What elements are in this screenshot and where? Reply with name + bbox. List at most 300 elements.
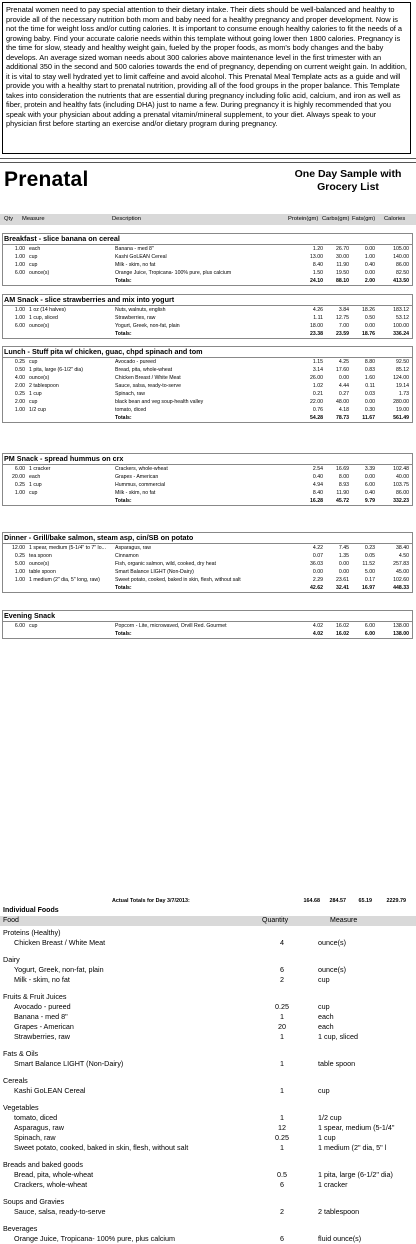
row-description: Fish, organic salmon, wild, cooked, dry heat [115, 561, 216, 567]
totals-row [3, 330, 412, 338]
row-qty: 1.00 [14, 577, 25, 583]
food-name: Banana - med 8" [14, 1012, 68, 1021]
food-measure: each [318, 1022, 334, 1031]
food-measure: 1 spear, medium (5-1/4" [318, 1123, 395, 1132]
row-measure: 1 cup [29, 482, 42, 488]
row-measure: cup [29, 623, 38, 629]
row-qty: 0.25 [14, 359, 25, 365]
row-qty: 1.00 [14, 246, 25, 252]
individual-food-row [0, 975, 416, 985]
page-title: Prenatal [4, 168, 89, 191]
food-row [3, 261, 412, 269]
totals-label: Totals: [115, 631, 132, 637]
row-fats: 0.00 [364, 399, 375, 405]
food-measure: 1 cup, sliced [318, 1032, 358, 1041]
row-measure: tea spoon [29, 553, 52, 559]
row-fats: 3.39 [364, 466, 375, 472]
food-row [3, 560, 412, 568]
row-fats: 0.00 [364, 270, 375, 276]
food-name: tomato, diced [14, 1113, 58, 1122]
row-qty: 6.00 [14, 270, 25, 276]
food-measure: table spoon [318, 1059, 356, 1068]
totals-row [3, 277, 412, 285]
row-measure: cup [29, 399, 38, 405]
row-carbs: 0.00 [338, 569, 349, 575]
row-protein: 3.14 [312, 367, 323, 373]
row-measure: 1 oz (14 halves) [29, 307, 66, 313]
row-description: Grapes - American [115, 474, 159, 480]
food-row [3, 390, 412, 398]
row-carbs: 30.00 [336, 254, 349, 260]
row-carbs: 4.18 [338, 407, 349, 413]
row-measure: ounce(s) [29, 323, 50, 329]
row-fats: 0.40 [364, 490, 375, 496]
totals-value: 18.76 [362, 331, 375, 337]
row-carbs: 4.44 [338, 383, 349, 389]
food-row [3, 366, 412, 374]
totals-value: 23.38 [310, 331, 323, 337]
food-name: Bread, pita, whole-wheat [14, 1170, 94, 1179]
food-name: Smart Balance LIGHT (Non-Dairy) [14, 1059, 124, 1068]
row-carbs: 4.25 [338, 359, 349, 365]
food-quantity: 0.25 [275, 1133, 289, 1142]
food-quantity: 6 [280, 1234, 284, 1243]
row-carbs: 17.60 [336, 367, 349, 373]
totals-value: 78.73 [336, 415, 349, 421]
food-name: Yogurt, Greek, non-fat, plain [14, 965, 104, 974]
individual-food-row [0, 965, 416, 975]
col-fats: Fats(gm) [352, 216, 376, 222]
category-heading: Soups and Gravies [3, 1197, 65, 1206]
row-carbs: 16.69 [336, 466, 349, 472]
row-description: tomato, diced [115, 407, 147, 413]
row-measure: table spoon [29, 569, 56, 575]
row-measure: cup [29, 254, 38, 260]
row-carbs: 0.00 [338, 375, 349, 381]
row-calories: 102.48 [393, 466, 409, 472]
food-name: Milk - skim, no fat [14, 975, 70, 984]
row-calories: 103.75 [393, 482, 409, 488]
totals-value: 9.79 [364, 498, 375, 504]
actual-carbs: 284.57 [329, 898, 346, 904]
row-protein: 0.21 [312, 391, 323, 397]
row-fats: 0.40 [364, 262, 375, 268]
row-fats: 6.00 [364, 623, 375, 629]
row-calories: 183.12 [393, 307, 409, 313]
row-carbs: 7.45 [338, 545, 349, 551]
row-calories: 40.00 [396, 474, 409, 480]
category-heading: Proteins (Healthy) [3, 928, 61, 937]
food-quantity: 0.25 [275, 1002, 289, 1011]
food-name: Sweet potato, cooked, baked in skin, flesh, without salt [14, 1143, 189, 1152]
meal-section [2, 453, 413, 506]
totals-label: Totals: [115, 331, 132, 337]
row-measure: 1 medium (2" dia, 5" long, raw) [29, 577, 100, 583]
row-carbs: 0.00 [338, 561, 349, 567]
totals-value: 32.41 [336, 585, 349, 591]
row-description: Chicken Breast / White Meat [115, 375, 181, 381]
row-protein: 18.00 [310, 323, 323, 329]
individual-food-row [0, 1234, 416, 1244]
ind-col-quantity: Quantity [262, 917, 289, 924]
row-fats: 0.23 [364, 545, 375, 551]
individual-food-row [0, 1207, 416, 1217]
row-calories: 86.00 [396, 262, 409, 268]
row-fats: 0.50 [364, 315, 375, 321]
food-quantity: 2 [280, 1207, 284, 1216]
meal-section [2, 532, 413, 593]
row-qty: 2.00 [14, 383, 25, 389]
row-description: Cinnamon [115, 553, 139, 559]
intro-text: Prenatal women need to pay special attention to their dietary intake. Their diets should be well-balanced and healthy to provide all of the necessary nutrition both mom and baby need for a healthy pregnancy and proper development. Now is not the time for weight loss and/or cutting calories. It is important to consume enough healthy calories to fit the needs of a growing baby. Find your accurate calorie needs within this template without going lower then 1800 calories. Pregnancy is the time for slow, steady and healthy weight gain, fueled by the proper foods, as mom's body changes and the baby develops. An average sized woman needs about 300 calories above maintenance level in the first trimester with an additional 350 in the second and 500 calories towards the end of pregnancy, depending on current weight gain. In addition, it is vital to stay well hydrated yet to limit caffeine and avoid alcohol. This Prenatal Meal Template acts as a guide and will provide you with a healthy start to prenatal nutrition, providing all of the food groups in the proper balance. This Template takes into consideration the nutrients that are essential during pregnancy including folic acid, calcium, and iron as well as fiber, protein and healthy fats (including DHA) just to name a few. During pregnancy it is highly recommended that you speak with your physician about adding a prenatal vitamin/mineral supplement, to your diet. Always speak to your physician first before starting an exercise and/or dietary program during pregnancy. [2, 2, 411, 154]
individual-food-row [0, 1133, 416, 1143]
row-fats: 0.05 [364, 553, 375, 559]
row-measure: cup [29, 359, 38, 365]
totals-value: 45.72 [336, 498, 349, 504]
row-description: Sweet potato, cooked, baked in skin, flesh, without salt [115, 577, 241, 583]
totals-label: Totals: [115, 498, 132, 504]
row-fats: 11.52 [362, 561, 375, 567]
row-fats: 0.00 [364, 474, 375, 480]
row-protein: 8.40 [312, 262, 323, 268]
row-qty: 1.00 [14, 307, 25, 313]
totals-value: 561.49 [393, 415, 409, 421]
totals-value: 54.28 [310, 415, 323, 421]
row-calories: 92.50 [396, 359, 409, 365]
row-qty: 0.50 [14, 367, 25, 373]
row-qty: 5.00 [14, 561, 25, 567]
totals-label: Totals: [115, 585, 132, 591]
food-quantity: 20 [278, 1022, 286, 1031]
row-description: Popcorn - Lite, microwaved, Orvill Red. Gourmet [115, 623, 227, 629]
individual-food-row [0, 938, 416, 948]
row-qty: 0.25 [14, 391, 25, 397]
food-measure: 2 tablespoon [318, 1207, 360, 1216]
food-row [3, 374, 412, 382]
row-protein: 22.00 [310, 399, 323, 405]
row-calories: 138.00 [393, 623, 409, 629]
actual-protein: 164.68 [303, 898, 320, 904]
row-measure: 1 cup [29, 391, 42, 397]
row-calories: 105.00 [393, 246, 409, 252]
food-name: Strawberries, raw [14, 1032, 70, 1041]
row-protein: 4.26 [312, 307, 323, 313]
category-heading: Breads and baked goods [3, 1160, 83, 1169]
category-heading: Beverages [3, 1224, 38, 1233]
col-qty: Qty [4, 216, 14, 222]
row-protein: 0.00 [312, 569, 323, 575]
row-qty: 0.25 [14, 553, 25, 559]
meal-title: Evening Snack [3, 611, 412, 622]
food-measure: each [318, 1012, 334, 1021]
row-protein: 13.00 [310, 254, 323, 260]
totals-label: Totals: [115, 278, 132, 284]
row-protein: 1.50 [312, 270, 323, 276]
actual-fats: 65.19 [358, 898, 372, 904]
row-calories: 4.50 [398, 553, 409, 559]
row-measure: ounce(s) [29, 375, 50, 381]
row-description: Sauce, salsa, ready-to-serve [115, 383, 182, 389]
food-row [3, 622, 412, 630]
row-measure: 2 tablespoon [29, 383, 59, 389]
category-heading: Cereals [3, 1076, 28, 1085]
food-row [3, 576, 412, 584]
meal-section [2, 610, 413, 639]
row-calories: 85.12 [396, 367, 409, 373]
individual-foods-title: Individual Foods [3, 907, 59, 914]
row-qty: 1.00 [14, 315, 25, 321]
totals-value: 16.97 [362, 585, 375, 591]
row-measure: each [29, 474, 41, 480]
row-description: Milk - skim, no fat [115, 490, 156, 496]
totals-row [3, 630, 412, 638]
row-calories: 53.12 [396, 315, 409, 321]
row-qty: 20.00 [12, 474, 25, 480]
row-calories: 280.00 [393, 399, 409, 405]
food-row [3, 322, 412, 330]
category-heading: Dairy [3, 955, 20, 964]
food-name: Chicken Breast / White Meat [14, 938, 106, 947]
food-quantity: 6 [280, 965, 284, 974]
row-description: Bread, pita, whole-wheat [115, 367, 173, 373]
totals-value: 413.50 [393, 278, 409, 284]
row-fats: 0.30 [364, 407, 375, 413]
row-protein: 1.11 [313, 315, 323, 321]
row-protein: 1.20 [312, 246, 323, 252]
row-qty: 1.00 [14, 569, 25, 575]
row-protein: 0.76 [312, 407, 323, 413]
totals-value: 42.62 [310, 585, 323, 591]
individual-food-row [0, 1180, 416, 1190]
row-carbs: 0.27 [338, 391, 349, 397]
row-qty: 6.00 [14, 623, 25, 629]
row-measure: cup [29, 490, 38, 496]
row-carbs: 48.00 [336, 399, 349, 405]
individual-food-row [0, 1032, 416, 1042]
row-qty: 2.00 [14, 399, 25, 405]
row-description: Spinach, raw [115, 391, 145, 397]
row-protein: 4.02 [312, 623, 323, 629]
food-row [3, 552, 412, 560]
row-fats: 0.00 [364, 323, 375, 329]
row-calories: 1.73 [398, 391, 409, 397]
individual-food-row [0, 1059, 416, 1069]
food-row [3, 481, 412, 489]
food-measure: 1 cracker [318, 1180, 348, 1189]
row-qty: 6.00 [14, 323, 25, 329]
row-fats: 1.60 [364, 375, 375, 381]
totals-value: 4.02 [312, 631, 323, 637]
food-row [3, 382, 412, 390]
individual-food-row [0, 1143, 416, 1153]
category-heading: Fruits & Fruit Juices [3, 992, 67, 1001]
food-measure: cup [318, 1086, 330, 1095]
totals-value: 11.67 [362, 415, 375, 421]
row-protein: 2.29 [312, 577, 323, 583]
meal-section [2, 233, 413, 286]
row-description: Milk - skim, no fat [115, 262, 156, 268]
row-calories: 86.00 [396, 490, 409, 496]
individual-food-row [0, 1170, 416, 1180]
totals-value: 336.24 [393, 331, 409, 337]
row-measure: 1 cup, sliced [29, 315, 58, 321]
food-quantity: 1 [280, 1012, 284, 1021]
food-row [3, 489, 412, 497]
totals-value: 448.33 [393, 585, 409, 591]
col-measure: Measure [22, 216, 45, 222]
row-fats: 0.83 [364, 367, 375, 373]
row-carbs: 7.00 [338, 323, 349, 329]
ind-col-food: Food [3, 917, 19, 924]
food-measure: 1 medium (2" dia, 5" l [318, 1143, 387, 1152]
food-measure: cup [318, 975, 330, 984]
row-fats: 6.00 [364, 482, 375, 488]
row-protein: 1.15 [312, 359, 323, 365]
actual-calories: 2229.79 [386, 898, 406, 904]
totals-row [3, 414, 412, 422]
individual-food-row [0, 1012, 416, 1022]
food-measure: ounce(s) [318, 938, 346, 947]
row-fats: 0.17 [364, 577, 375, 583]
row-fats: 1.00 [364, 254, 375, 260]
individual-header-row [0, 916, 416, 926]
divider [0, 158, 416, 159]
row-carbs: 8.93 [338, 482, 349, 488]
row-calories: 100.00 [393, 323, 409, 329]
food-name: Avocado - pureed [14, 1002, 71, 1011]
food-name: Asparagus, raw [14, 1123, 64, 1132]
food-quantity: 0.5 [277, 1170, 287, 1179]
meal-title: PM Snack - spread hummus on crx [3, 454, 412, 465]
ind-col-measure: Measure [330, 917, 358, 924]
food-quantity: 4 [280, 938, 284, 947]
row-protein: 2.54 [312, 466, 323, 472]
row-qty: 6.00 [14, 466, 25, 472]
totals-value: 16.02 [336, 631, 349, 637]
col-description: Description [112, 216, 141, 222]
row-calories: 45.00 [396, 569, 409, 575]
totals-value: 23.59 [336, 331, 349, 337]
row-description: Strawberries, raw [115, 315, 156, 321]
totals-value: 332.23 [393, 498, 409, 504]
food-row [3, 473, 412, 481]
row-fats: 0.11 [365, 383, 375, 389]
row-calories: 124.00 [393, 375, 409, 381]
food-quantity: 6 [280, 1180, 284, 1189]
actual-totals-row [0, 897, 416, 906]
row-carbs: 11.90 [336, 490, 349, 496]
meal-title: Lunch - Stuff pita w/ chicken, guac, chpd spinach and tom [3, 347, 412, 358]
food-name: Kashi GoLEAN Cereal [14, 1086, 86, 1095]
row-measure: 1 pita, large (6-1/2" dia) [29, 367, 84, 373]
food-row [3, 245, 412, 253]
row-carbs: 19.50 [336, 270, 349, 276]
row-description: Hummus, commercial [115, 482, 166, 488]
row-fats: 18.26 [362, 307, 375, 313]
food-measure: 1 cup [318, 1133, 336, 1142]
divider [0, 162, 416, 163]
food-row [3, 398, 412, 406]
row-measure: 1 cracker [29, 466, 51, 472]
row-qty: 0.25 [14, 482, 25, 488]
food-name: Orange Juice, Tropicana- 100% pure, plus calcium [14, 1234, 176, 1243]
row-measure: each [29, 246, 41, 252]
row-measure: 1/2 cup [29, 407, 47, 413]
food-measure: fluid ounce(s) [318, 1234, 362, 1243]
totals-row [3, 497, 412, 505]
row-protein: 4.22 [312, 545, 323, 551]
row-carbs: 12.75 [336, 315, 349, 321]
row-protein: 1.02 [312, 383, 323, 389]
column-header-row [0, 214, 416, 225]
food-name: Sauce, salsa, ready-to-serve [14, 1207, 106, 1216]
row-qty: 1.00 [14, 490, 25, 496]
food-measure: 1 pita, large (6-1/2" dia) [318, 1170, 393, 1179]
row-carbs: 11.90 [336, 262, 349, 268]
row-calories: 257.83 [393, 561, 409, 567]
food-row [3, 406, 412, 414]
food-measure: ounce(s) [318, 965, 346, 974]
food-name: Grapes - American [14, 1022, 74, 1031]
food-name: Spinach, raw [14, 1133, 56, 1142]
food-row [3, 269, 412, 277]
food-row [3, 544, 412, 552]
food-quantity: 12 [278, 1123, 286, 1132]
food-quantity: 1 [280, 1113, 284, 1122]
row-description: Crackers, whole-wheat [115, 466, 168, 472]
row-carbs: 23.61 [336, 577, 349, 583]
col-carbs: Carbs(gm) [322, 216, 350, 222]
row-carbs: 1.35 [338, 553, 349, 559]
row-protein: 0.07 [312, 553, 323, 559]
actual-totals-label: Actual Totals for Day 3/7/2013: [112, 898, 190, 904]
row-fats: 0.03 [364, 391, 375, 397]
row-protein: 8.40 [312, 490, 323, 496]
totals-value: 6.00 [364, 631, 375, 637]
row-calories: 19.00 [396, 407, 409, 413]
food-row [3, 314, 412, 322]
row-description: Yogurt, Greek, non-fat, plain [115, 323, 180, 329]
food-row [3, 568, 412, 576]
row-protein: 36.03 [310, 561, 323, 567]
totals-row [3, 584, 412, 592]
food-measure: 1/2 cup [318, 1113, 342, 1122]
row-calories: 38.40 [396, 545, 409, 551]
individual-food-row [0, 1002, 416, 1012]
row-qty: 12.00 [12, 545, 25, 551]
row-calories: 82.50 [396, 270, 409, 276]
food-row [3, 465, 412, 473]
individual-food-list [0, 927, 416, 1244]
row-measure: ounce(s) [29, 270, 50, 276]
food-row [3, 358, 412, 366]
row-description: black bean and veg soup-health valley [115, 399, 204, 405]
food-name: Crackers, whole-wheat [14, 1180, 88, 1189]
food-quantity: 1 [280, 1032, 284, 1041]
totals-value: 2.00 [364, 278, 375, 284]
row-fats: 5.00 [364, 569, 375, 575]
food-quantity: 1 [280, 1086, 284, 1095]
row-description: Smart Balance LIGHT (Non-Dairy) [115, 569, 194, 575]
row-measure: 1 spear, medium (5-1/4" to 7" lo... [29, 545, 106, 551]
row-carbs: 3.84 [338, 307, 349, 313]
totals-label: Totals: [115, 415, 132, 421]
row-calories: 102.60 [393, 577, 409, 583]
row-description: Avocado - pureed [115, 359, 156, 365]
meal-title: Dinner - Grill/bake salmon, steam asp, cin/SB on potato [3, 533, 412, 544]
row-measure: cup [29, 262, 38, 268]
row-description: Orange Juice, Tropicana- 100% pure, plus calcium [115, 270, 232, 276]
